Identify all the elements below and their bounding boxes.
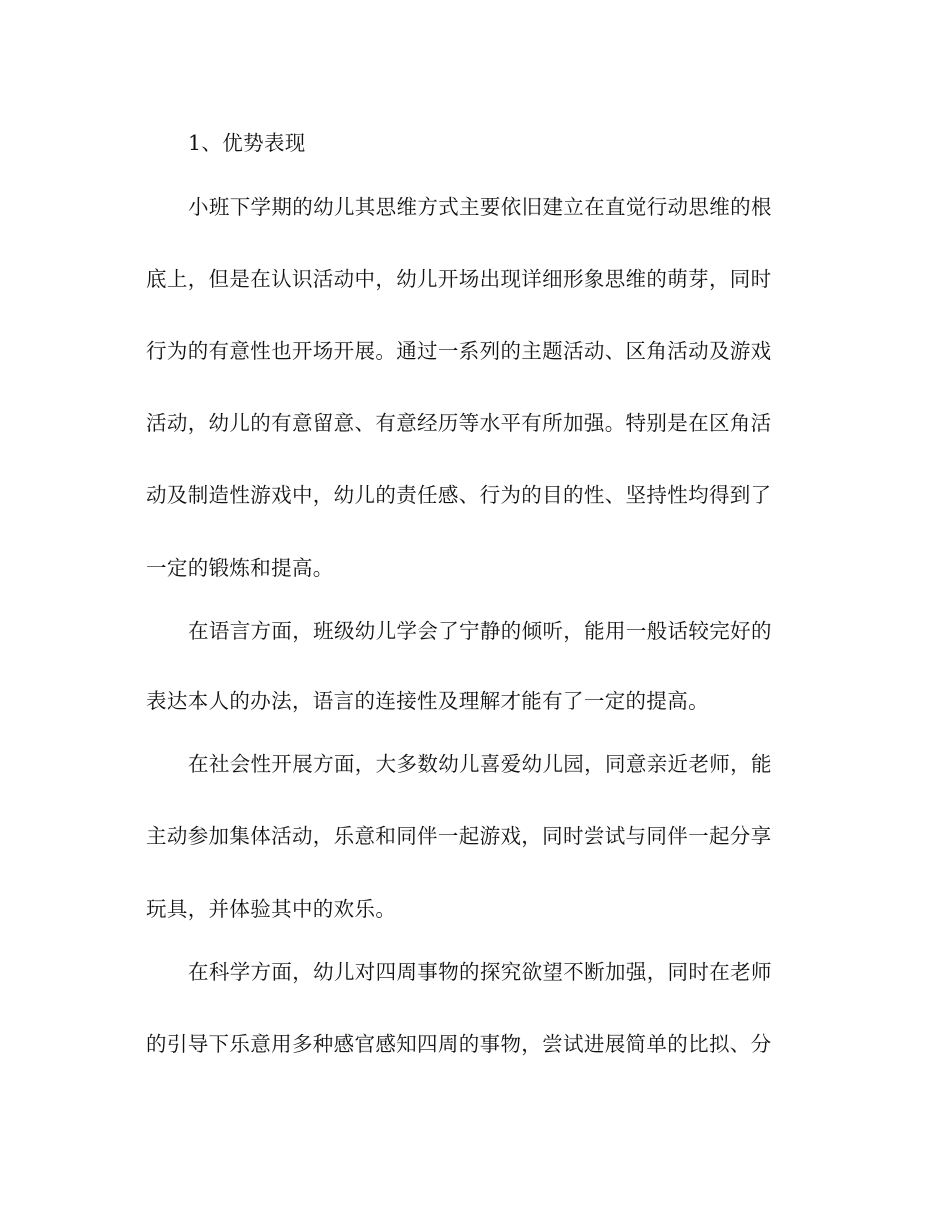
paragraph-line: 行为的有意性也开场开展。通过一系列的主题活动、区角活动及游戏 — [146, 339, 772, 363]
paragraph-line: 主动参加集体活动，乐意和同伴一起游戏，同时尝试与同伴一起分享 — [146, 824, 772, 848]
paragraph-line: 在科学方面，幼儿对四周事物的探究欲望不断加强，同时在老师 — [188, 960, 772, 984]
paragraph-line: 的引导下乐意用多种感官感知四周的事物，尝试进展简单的比拟、分 — [146, 1032, 772, 1056]
paragraph-line: 表达本人的办法，语言的连接性及理解才能有了一定的提高。 — [146, 689, 709, 713]
paragraph-line: 在社会性开展方面，大多数幼儿喜爱幼儿园，同意亲近老师，能 — [188, 752, 772, 776]
paragraph-line: 底上，但是在认识活动中，幼儿开场出现详细形象思维的萌芽，同时 — [146, 267, 772, 291]
paragraph-line: 活动，幼儿的有意留意、有意经历等水平有所加强。特别是在区角活 — [146, 411, 772, 435]
section-heading: 1、优势表现 — [188, 131, 306, 155]
paragraph-line: 动及制造性游戏中，幼儿的责任感、行为的目的性、坚持性均得到了 — [146, 483, 772, 507]
paragraph-line: 玩具，并体验其中的欢乐。 — [146, 897, 397, 921]
paragraph-line: 一定的锻炼和提高。 — [146, 556, 334, 580]
paragraph-line: 在语言方面，班级幼儿学会了宁静的倾听，能用一般话较完好的 — [188, 619, 772, 643]
paragraph-line: 小班下学期的幼儿其思维方式主要依旧建立在直觉行动思维的根 — [188, 195, 772, 219]
